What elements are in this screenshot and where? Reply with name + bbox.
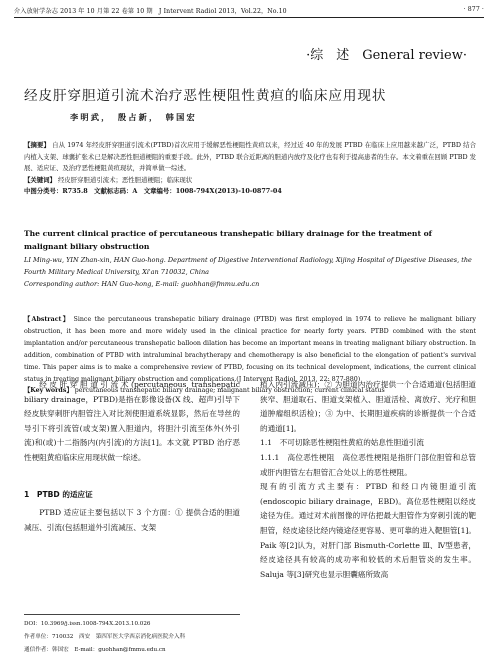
section-label: ·综 述 General review· — [306, 48, 467, 63]
footnote — [24, 614, 240, 657]
english-authors — [24, 254, 478, 290]
heading-1-1: 1.1 不可切除恶性梗阻性黄疸的姑息性胆道引流 — [260, 438, 424, 448]
article-title: 经皮肝穿胆道引流术治疗恶性梗阻性黄疸的临床应用现状 — [24, 88, 387, 104]
footnote-doi: DOI：10.3969/j.issn.1008-794X.2013.10.026 — [24, 621, 151, 627]
keywords-cn: 经皮肝穿胆道引流术；恶性胆道梗阻；临床现状 — [58, 175, 193, 184]
drainage-paragraph: 现有的引流方式主要有：PTBD 和经口内镜胆道引流(endoscopic biliary drainage，EBD)。高位恶性梗阻以经皮途径为佳。通过对术前图像的评估把最大胆管作为穿刺引流的靶胆管，经皮途径比经内镜途径更容易、更可靠的进入靶胆管[1]。Paik 等[2]认为，对肝门部 Bismuth-Corlette Ⅲ、Ⅳ型患者，经皮途径具有较高的成功率和较低的术后胆管炎的发生率。Saluja 等[3]研究也显示胆囊癌所致高 — [260, 482, 476, 579]
keywords-cn-label: 【关键词】 — [24, 175, 56, 184]
body-right-column — [260, 378, 476, 582]
corresponding-author: Corresponding author: HAN Guo-hong, E-mail: guohhan@fmmu.edu.cn — [24, 280, 260, 288]
footnote-contact: 通信作者：韩国宏 E-mail：guohhan@fmmu.edu.cn — [24, 647, 166, 653]
english-keywords-label: 【Key words】 — [24, 387, 73, 395]
english-authors-line: LI Ming-wu, YIN Zhan-xin, HAN Guo-hong. Department of Digestive Interventional Radiology, Xijing Hospital of Digestive Diseases, the Fourth Military Medical University, Xi'an 710032, China — [24, 256, 472, 276]
running-header — [14, 6, 484, 18]
header-page-number: · 877 · — [463, 6, 484, 13]
english-keywords: percutaneous transhepatic biliary drainage; malignant biliary obstruction; current clinical status — [74, 387, 385, 395]
english-title: The current clinical practice of percutaneous transhepatic biliary drainage for the treatment of malignant biliary obstruction — [24, 229, 432, 251]
body-left-column — [24, 378, 240, 535]
continued-paragraph: 植入内引流减压)；② 为胆道内治疗提供一个合适通道(包括胆道狭窄、胆道取石、胆道支架植入、胆道活检、离放疗、光疗和胆道肿瘤组织活检)；③ 为中、长期胆道疾病的诊断提供一个合适的通道[1]。 — [260, 380, 476, 433]
authors: 李明武， 殷占新， 韩国宏 — [70, 112, 197, 122]
abstract-cn — [24, 140, 476, 198]
footnote-affiliation: 作者单位：710032 西安 第四军医大学西京消化病医院介入科 — [24, 634, 186, 640]
heading-1-1-1: 1.1.1 高位恶性梗阻 高位恶性梗阻是指肝门部位胆管和总管或肝内胆管左右胆管汇合处以上的恶性梗阻。 — [260, 452, 476, 477]
abstract-cn-text: 自从 1974 年经皮肝穿胆道引流术(PTBD)首次应用于缓解恶性梗阻性黄疸以来，经过近 40 年的发展 PTBD 在临床上应用越来越广泛，PTBD 结合内植入支架、球囊扩张术已是解决恶性胆道梗阻的重要手段。此外，PTBD 联合近距离的胆道内放疗及化疗也有利于提高患者的生存。本文着重在回顾 PTBD 发展、适应证、及治疗恶性梗阻黄疸现状，并简单做一综述。 — [24, 141, 477, 173]
english-abstract-text: Since the percutaneous transhepatic biliary drainage (PTBD) was first employed in 1974 to relieve he malignant biliary obstruction, it has been more and more widely used in the clinical practice for nearly forty years. PTBD combined with the stent implantation and/or percutaneous transhepatic balloon dilation has become an important means in treating malignant biliary obstruction. In addition, combination of PTBD with intraluminal brachytherapy and chemotherapy is also beneficial to the elongation of patient's survival time. This paper aims is to make a comprehensive review of PTBD, focusing on its technical development, indications, the current clinical status in treating malignant biliary obstruction and complications.(J Intervent Radiol, 2013, 22: 877-880) — [24, 316, 476, 383]
abstract-cn-label: 【摘要】 — [24, 141, 50, 149]
header-journal: 介入放射学杂志 2013 年 10 月第 22 卷第 10 期 J Intervent Radiol 2013，Vol.22，No.10 — [14, 8, 287, 15]
indications-paragraph: PTBD 适应证主要包括以下 3 个方面：① 提供合适的胆道减压、引流(包括胆道外引流减压、支架 — [24, 508, 240, 532]
english-abstract-label: 【Abstract】 — [24, 316, 71, 323]
intro-paragraph: 经皮肝穿胆道引流术(percutaneous transhepatic biliary drainage，PTBD)是指在影像设备(X 线、超声)引导下经皮肤穿刺肝内胆管注入对比剂使胆道系统显影，然后在导丝的导引下将引流管(或支架)置入胆道内，将胆汁引流至体外(外引流)和(或)十二指肠内(内引流)的方法[1]。本文就 PTBD 治疗恶性梗阻黄疸临床应用现状做一综述。 — [24, 380, 240, 462]
heading-indications: 1 PTBD 的适应证 — [24, 489, 93, 499]
classification-line: 中图分类号：R735.8 文献标志码：A 文章编号：1008-794X(2013)-10-0877-04 — [24, 187, 282, 196]
